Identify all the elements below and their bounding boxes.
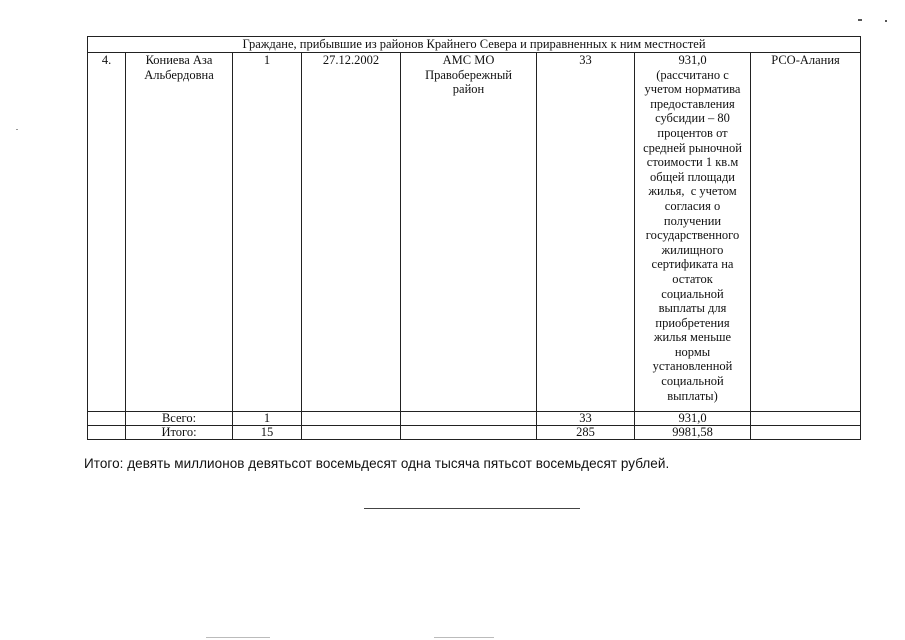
amount-line: субсидии – 80 (655, 111, 730, 126)
empty-cell (302, 412, 401, 426)
total-area: 285 (537, 426, 635, 440)
subtotal-amount: 931,0 (635, 412, 751, 426)
empty-cell (751, 412, 861, 426)
subtotal-row (88, 412, 861, 426)
family-size: 1 (233, 53, 302, 412)
scan-edge-line (206, 637, 270, 638)
scan-speck (858, 19, 862, 21)
amount-line: жилья меньше (653, 330, 732, 345)
amount-line: государственного (645, 228, 740, 243)
scan-speck (16, 129, 18, 130)
subsidy-amount-cell (635, 53, 751, 412)
empty-cell (401, 412, 537, 426)
row-number: 4. (88, 53, 126, 412)
organization-line: район (452, 82, 485, 97)
subtotal-area: 33 (537, 412, 635, 426)
region: РСО-Алания (751, 53, 861, 412)
amount-line: учетом норматива (644, 82, 741, 97)
empty-cell (88, 426, 126, 440)
amount-line: социальной (661, 286, 724, 301)
amount-line: согласия о (664, 198, 721, 213)
amount-line: жилищного (661, 242, 724, 257)
amount-line: предоставления (650, 96, 735, 111)
amount-line: 931,0 (678, 53, 707, 67)
scan-speck (885, 20, 887, 22)
amount-line: остаток (672, 271, 713, 286)
citizen-name-cell (126, 53, 233, 412)
amount-line: установленной (652, 359, 733, 374)
subtotal-family-size: 1 (233, 412, 302, 426)
amount-line: (рассчитано с (656, 67, 729, 82)
amount-line: стоимости 1 кв.м (646, 155, 739, 170)
amount-line: получении (663, 213, 722, 228)
scan-edge-line (434, 637, 494, 638)
amount-line: средней рыночной (643, 140, 742, 155)
amount-line: выплаты) (667, 388, 718, 403)
group-header: Граждане, прибывшие из районов Крайнего Севера и приравненных к ним местностей (88, 37, 861, 53)
total-family-size: 15 (233, 426, 302, 440)
amount-line: процентов от (657, 125, 728, 140)
amount-line: выплаты для (658, 301, 727, 316)
amount-line: жилья, с учетом (648, 184, 737, 199)
organization-cell (401, 53, 537, 412)
total-in-words: Итого: девять миллионов девятьсот восемьдесят одна тысяча пятьсот восемьдесят рублей. (84, 456, 670, 471)
organization-line: Правобережный (425, 67, 512, 82)
total-row (88, 426, 861, 440)
citizen-patronymic: Альбердовна (144, 67, 214, 82)
total-label: Итого: (126, 426, 233, 440)
empty-cell (302, 426, 401, 440)
amount-line: общей площади (650, 169, 735, 184)
subtotal-label: Всего: (126, 412, 233, 426)
amount-line: сертификата на (651, 257, 734, 272)
citizen-surname-name: Кониева Аза (145, 53, 213, 67)
empty-cell (401, 426, 537, 440)
registration-date: 27.12.2002 (302, 53, 401, 412)
organization-line: АМС МО (442, 53, 495, 67)
amount-line: социальной (661, 374, 724, 389)
registry-table (87, 36, 861, 440)
housing-area: 33 (537, 53, 635, 412)
empty-cell (88, 412, 126, 426)
empty-cell (751, 426, 861, 440)
total-amount: 9981,58 (635, 426, 751, 440)
group-header-row (88, 37, 861, 53)
amount-line: приобретения (655, 315, 730, 330)
amount-line: нормы (674, 344, 711, 359)
closing-divider (364, 508, 580, 509)
table-row (88, 53, 861, 412)
